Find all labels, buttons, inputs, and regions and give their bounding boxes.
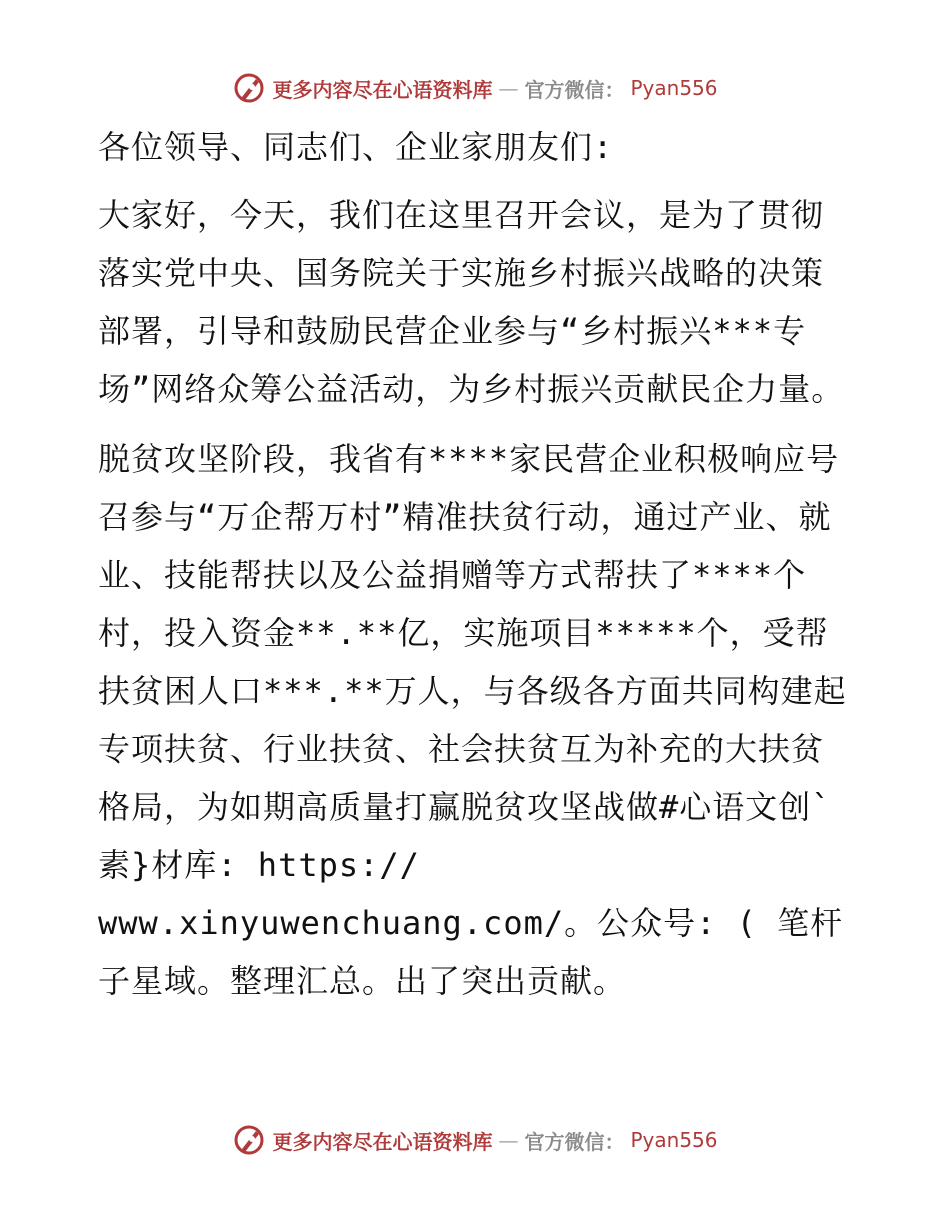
watermark-slogan: 更多内容尽在心语资料库 <box>272 1129 493 1154</box>
document-body <box>98 118 850 1022</box>
footer-watermark <box>0 1120 950 1160</box>
pen-logo-icon <box>232 1123 266 1157</box>
paragraph-1: 大家好，今天，我们在这里召开会议，是为了贯彻落实党中央、国务院关于实施乡村振兴战略的决策部署，引导和鼓励民营企业参与“乡村振兴***专场”网络众筹公益活动，为乡村振兴贡献民企力量。 <box>98 196 845 408</box>
watermark-dash: — <box>498 76 519 100</box>
paragraph-2: 脱贫攻坚阶段，我省有****家民营企业积极响应号召参与“万企帮万村”精准扶贫行动，通过产业、就业、技能帮扶以及公益捐赠等方式帮扶了****个村，投入资金**.**亿，实施项目*****个，受帮扶贫困人口***.**万人，与各级各方面共同构建起专项扶贫、行业扶贫、社会扶贫互为补充的大扶贫格局，为如期高质量打赢脱贫攻坚战做#心语文创`素}材库: https:// <box>98 440 847 884</box>
header-watermark <box>0 68 950 108</box>
watermark-wechat-id: Pyan556 <box>630 1128 718 1152</box>
watermark-dash: — <box>498 1128 519 1152</box>
paragraph-3: www.xinyuwenchuang.com/。公众号: ( 笔杆子星域。整理汇总。出了突出贡献。 <box>98 904 844 1000</box>
watermark-label: 官方微信： <box>524 1129 625 1154</box>
watermark-label: 官方微信： <box>524 77 625 102</box>
watermark-wechat-id: Pyan556 <box>630 76 718 100</box>
pen-logo-icon <box>232 71 266 105</box>
watermark-slogan: 更多内容尽在心语资料库 <box>272 77 493 102</box>
salutation: 各位领导、同志们、企业家朋友们: <box>98 128 614 166</box>
